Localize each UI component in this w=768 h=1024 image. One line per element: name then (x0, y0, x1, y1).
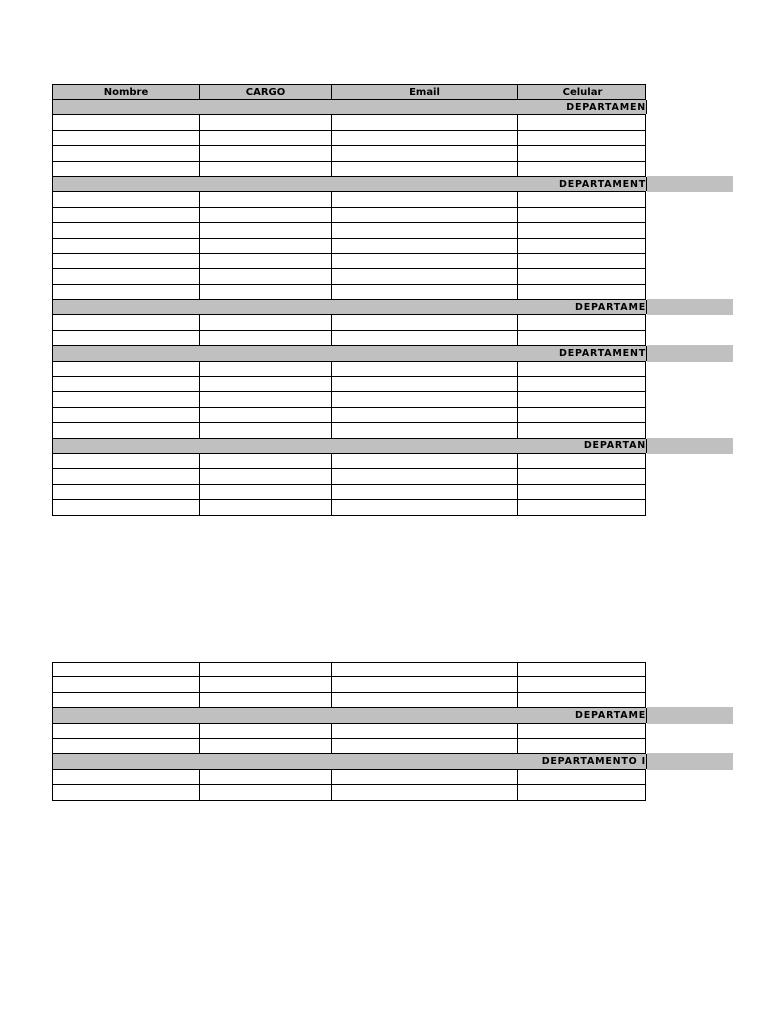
contacts-table-top (52, 84, 646, 516)
table-cell[interactable] (53, 693, 518, 707)
table-row (52, 131, 646, 146)
department-label: DEPARTAMENT (559, 347, 646, 359)
table-row (52, 192, 646, 207)
department-overflow-fill (647, 176, 733, 192)
department-overflow-fill (647, 345, 733, 361)
table-row (52, 115, 646, 130)
department-label: DEPARTAME (575, 709, 646, 721)
cell-border (646, 708, 647, 722)
table-row (52, 423, 646, 438)
table-cell[interactable] (53, 454, 518, 468)
cell-border (646, 754, 647, 768)
contacts-table-bottom (52, 662, 646, 801)
table-cell[interactable] (53, 315, 518, 329)
table-cell[interactable] (53, 724, 518, 738)
department-header-row (52, 754, 646, 769)
table-cell[interactable] (53, 115, 518, 129)
table-cell[interactable] (53, 663, 518, 676)
department-header-row (52, 100, 646, 115)
department-overflow-fill (647, 299, 733, 315)
department-header-row (52, 300, 646, 315)
department-overflow-fill (647, 707, 733, 723)
table-cell[interactable] (53, 362, 518, 376)
department-overflow-fill (647, 438, 733, 454)
department-header-row (52, 346, 646, 361)
table-cell[interactable] (53, 269, 518, 283)
table-body-bottom (52, 662, 646, 801)
department-label: DEPARTAME (575, 301, 646, 313)
table-row (52, 254, 646, 269)
table-row (52, 770, 646, 785)
table-row (52, 469, 646, 484)
department-header-row (52, 439, 646, 454)
table-cell[interactable] (53, 254, 518, 268)
table-cell[interactable] (53, 770, 518, 784)
table-cell[interactable] (53, 208, 518, 222)
cell-border (646, 300, 647, 314)
table-row (52, 239, 646, 254)
table-row (52, 146, 646, 161)
table-row (52, 162, 646, 177)
department-overflow-fill (647, 753, 733, 769)
table-row (52, 485, 646, 500)
table-row (52, 677, 646, 692)
department-label: DEPARTAMEN (566, 101, 646, 113)
cell-border (646, 346, 647, 360)
department-header-row (52, 708, 646, 723)
table-row (52, 785, 646, 800)
table-header-row (52, 84, 646, 100)
table-row (52, 331, 646, 346)
cell-border (646, 177, 647, 191)
table-row (52, 223, 646, 238)
table-body-top (52, 100, 646, 516)
table-row (52, 208, 646, 223)
table-cell[interactable] (53, 408, 518, 422)
table-row (52, 724, 646, 739)
table-cell[interactable] (53, 392, 518, 406)
table-row (52, 285, 646, 300)
table-row (52, 662, 646, 677)
table-cell[interactable] (53, 785, 518, 799)
table-cell[interactable] (53, 677, 518, 691)
cell-border (646, 100, 647, 114)
header-cargo: CARGO (200, 85, 332, 99)
table-cell[interactable] (53, 285, 518, 299)
table-cell[interactable] (53, 192, 518, 206)
table-cell[interactable] (53, 131, 518, 145)
table-row (52, 315, 646, 330)
table-cell[interactable] (53, 223, 518, 237)
cell-border (646, 439, 647, 453)
table-cell[interactable] (53, 485, 518, 499)
table-cell[interactable] (53, 377, 518, 391)
table-cell[interactable] (53, 469, 518, 483)
header-email: Email (332, 85, 518, 99)
header-celular: Celular (562, 86, 603, 98)
header-nombre: Nombre (53, 85, 200, 99)
table-row (52, 377, 646, 392)
department-label: DEPARTAN (583, 440, 646, 452)
table-row (52, 739, 646, 754)
spreadsheet-page-2 (52, 662, 646, 801)
department-header-row (52, 177, 646, 192)
table-row (52, 454, 646, 469)
table-cell[interactable] (53, 162, 518, 176)
table-row (52, 408, 646, 423)
table-row (52, 693, 646, 708)
table-cell[interactable] (53, 239, 518, 253)
spreadsheet-page-1 (52, 84, 646, 516)
department-label: DEPARTAMENT (559, 178, 646, 190)
table-cell[interactable] (53, 423, 518, 437)
table-cell[interactable] (53, 739, 518, 753)
table-row (52, 500, 646, 515)
table-row (52, 362, 646, 377)
table-row (52, 392, 646, 407)
table-row (52, 269, 646, 284)
table-cell[interactable] (53, 146, 518, 160)
department-label: DEPARTAMENTO I (541, 756, 646, 768)
table-cell[interactable] (53, 331, 518, 345)
table-cell[interactable] (53, 500, 518, 514)
